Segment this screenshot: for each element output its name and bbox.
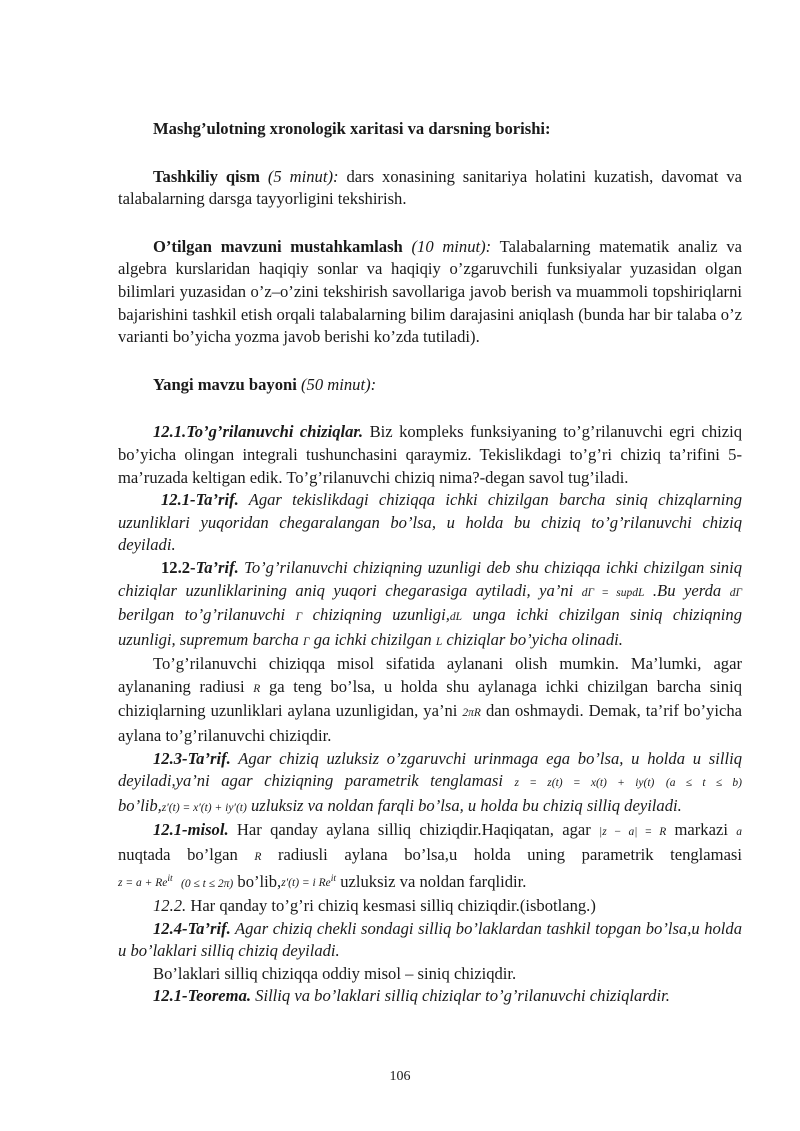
- yangi-time: (50 minut):: [301, 374, 377, 394]
- otilgan-text: Talabalarning matematik analiz va algebra kurslaridan haqiqiy sonlar va haqiqiy o’zgaruvchili funksiyalar yuzasidan olgan bilimlari yuzasidan o’z–o’zini tekshirish savollariga javob berish va muammoli topshiriqlarni bajarishini tashkil etish orqali talabalarning bilim darajasini aniqlash (bunda har bir talaba o’z varianti bo’yicha yozma javob berishi ko’zda tutiladi).: [118, 236, 743, 347]
- formula-circle-derivative-exp: it: [330, 873, 337, 885]
- paragraph-tarif123: [118, 748, 742, 820]
- paragraph-boklari: [118, 963, 742, 986]
- yangi-title: Yangi mavzu bayoni: [153, 374, 297, 394]
- tarif123-text-2: [654, 771, 666, 790]
- tarif122-text-7: chiziqlar bo’yicha olinadi.: [442, 629, 623, 649]
- formula-dgamma: dΓ: [729, 586, 742, 599]
- formula-param-circle-base: z = a + Re: [118, 877, 168, 890]
- circle-text-2: ga teng bo’lsa, u holda shu aylanaga ichki chizilgan barcha siniq chiziqlarning uzunliklari aylana uzunligidan, ya’ni: [118, 676, 742, 721]
- formula-gamma: Γ: [295, 611, 303, 624]
- paragraph-tarif121: [118, 489, 742, 557]
- formula-circle-derivative: [281, 873, 337, 890]
- formula-circle-eq: |z − a| = R: [599, 826, 667, 839]
- misol121-text-3: nuqtada bo’lgan: [118, 845, 255, 865]
- tashkiliy-title: Tashkiliy qism: [153, 166, 260, 186]
- tarif122-text-3: berilgan to’g’rilanuvchi: [118, 605, 296, 625]
- formula-center: a: [736, 826, 742, 839]
- tarif122-title: Ta’rif.: [195, 557, 239, 577]
- formula-derivative: z′(t) = x′(t) + iy′(t): [161, 801, 247, 814]
- misol121-text-2: markazi: [666, 820, 737, 840]
- paragraph-tashkiliy: [118, 166, 742, 211]
- teorema-text: Silliq va bo’laklari silliq chiziqlar to’g’rilanuvchi chiziqlardir.: [251, 986, 670, 1006]
- formula-l: L: [435, 635, 443, 648]
- otilgan-time: (10 minut):: [411, 236, 492, 256]
- paragraph-sec121: [118, 421, 742, 489]
- formula-parametric: z = z(t) = x(t) + iy(t): [514, 777, 655, 790]
- tarif124-title: 12.4-Ta’rif.: [153, 918, 231, 938]
- formula-length-sup: dΓ = supdL: [581, 586, 645, 599]
- formula-param-interval: (0 ≤ t ≤ 2π): [181, 877, 234, 890]
- sec121-title: 12.1.To’g’rilanuvchi chiziqlar.: [153, 422, 364, 442]
- tarif124-text: Agar chiziq chekli sondagi silliq bo’laklardan tashkil topgan bo’lsa,u holda u bo’laklari silliq chiziq deyiladi.: [118, 918, 742, 961]
- misol121-text-1: Har qanday aylana silliq chiziqdir.Haqiqatan, agar: [228, 820, 600, 840]
- paragraph-sec122: [118, 895, 742, 918]
- tarif122-text-6: ga ichki chizilgan: [309, 629, 436, 649]
- boklari-text: Bo’laklari silliq chiziqqa oddiy misol – siniq chiziqdir.: [153, 963, 517, 983]
- section-heading: [118, 118, 742, 141]
- formula-circumference: 2πR: [462, 707, 481, 720]
- formula-radius-2: R: [254, 851, 262, 864]
- circle-text-3: dan oshmaydi. Demak, ta’rif bo’yicha aylana to’g’rilanuvchi chiziqdir.: [118, 701, 742, 746]
- tashkiliy-text: dars xonasining sanitariya holatini kuzatish, davomat va talabalarning darsga tayyorligini tekshirish.: [118, 166, 742, 209]
- formula-radius: R: [253, 682, 261, 695]
- paragraph-otilgan: [118, 236, 742, 349]
- page-number: 106: [389, 1069, 411, 1084]
- tarif121-title: 12.1-Ta’rif.: [161, 490, 239, 510]
- tarif121-text: Agar tekislikdagi chiziqqa ichki chizilgan barcha siniq chizqlarning uzunliklari yuqoridan chegaralangan bo’lsa, u holda bu chiziq to’g’rilanuvchi chiziq deyiladi.: [118, 490, 742, 555]
- misol121-text-5: bo’lib,: [233, 871, 282, 891]
- sec122-title: 12.2.: [153, 896, 187, 916]
- misol121-text-6: uzluksiz va noldan farqlidir.: [336, 871, 527, 891]
- teorema-title: 12.1-Teorema.: [153, 986, 252, 1006]
- tarif123-text-3: bo’lib,: [118, 795, 162, 815]
- misol121-text-4: radiusli aylana bo’lsa,u holda uning parametrik tenglamasi: [261, 845, 742, 865]
- paragraph-example-circle: [118, 653, 742, 747]
- tarif122-text-5: unga ichki chizilgan siniq chiziqning uzunligi, supremum barcha: [118, 605, 742, 649]
- tarif123-text-4: uzluksiz va noldan farqli bo’lsa, u holda bu chiziq silliq deyiladi.: [246, 795, 682, 815]
- sec121-text: Biz kompleks funksiyaning to’g’rilanuvchi egri chiziq bo’yicha olingan integrali tushunchasini qaraymiz. Tekislikdagi to’g’ri chiziq ta’rifini 5-ma’ruzada keltigan edik. To’g’rilanuvchi chiziq nima?-degan savol tug’iladi.: [118, 422, 743, 487]
- formula-interval: (a ≤ t ≤ b): [665, 777, 743, 790]
- sec122-text: Har qanday to’g’ri chiziq kesmasi silliq chiziqdir.(isbotlang.): [186, 896, 596, 916]
- paragraph-misol121: [118, 819, 742, 895]
- formula-param-circle-exp: it: [167, 873, 173, 885]
- page-content: [118, 118, 742, 1008]
- formula-gamma-2: Γ: [303, 635, 310, 648]
- paragraph-yangi: [118, 374, 742, 397]
- tarif122-text-2: .Bu yerda: [644, 580, 730, 600]
- tarif123-title: 12.3-Ta’rif.: [153, 748, 231, 768]
- formula-circle-derivative-base: z′(t) = i Re: [281, 877, 331, 890]
- paragraph-tarif122: [118, 557, 742, 653]
- tarif123-text-1: Agar chiziq uzluksiz o’zgaruvchi urinmaga ega bo’lsa, u holda u silliq deyiladi,ya’ni agar chiziqning parametrik tenglamasi: [118, 748, 742, 791]
- otilgan-title: O’tilgan mavzuni mustahkamlash: [153, 236, 403, 256]
- tarif122-number: 12.2-: [161, 557, 196, 577]
- tarif122-text-4: chiziqning uzunligi,: [302, 605, 450, 625]
- circle-text-1: To’g’rilanuvchi chiziqqa misol sifatida aylanani olish mumkin. Ma’lumki, agar aylananing radiusi: [118, 654, 742, 696]
- heading-text: Mashg’ulotning xronologik xaritasi va darsning borishi:: [153, 119, 551, 138]
- formula-dl: dL: [449, 611, 463, 624]
- misol121-title: 12.1-misol.: [153, 820, 229, 840]
- formula-param-circle: [118, 873, 173, 890]
- tarif122-text-1: To’g’rilanuvchi chiziqning uzunligi deb shu chiziqqa ichki chizilgan siniq chiziqlar uzunliklarining aniq yuqori chegarasiga aytiladi, ya’ni: [118, 557, 742, 600]
- tashkiliy-time: (5 minut):: [267, 166, 339, 186]
- paragraph-teorema: [118, 985, 742, 1008]
- paragraph-tarif124: [118, 918, 742, 963]
